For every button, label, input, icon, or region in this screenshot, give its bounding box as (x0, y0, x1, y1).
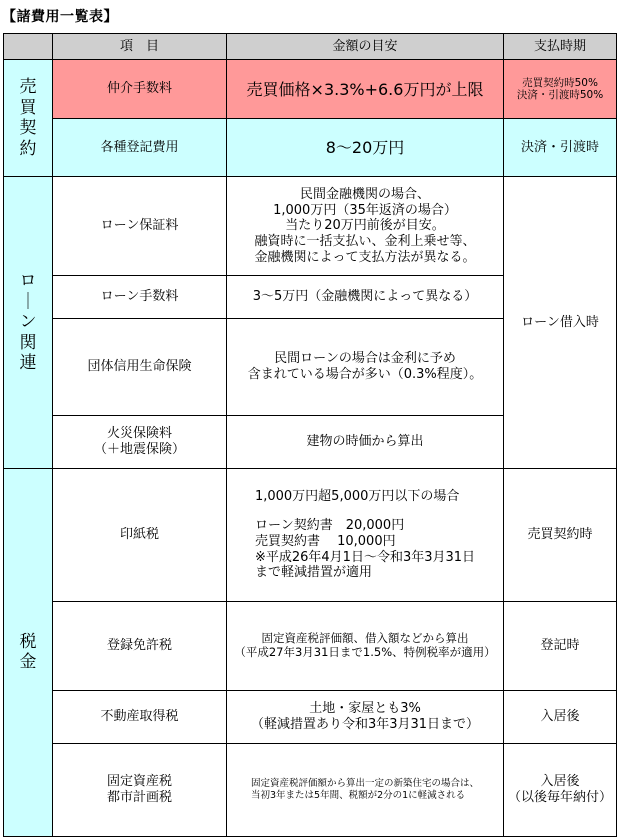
guide-reg-tax-line: 固定資産税評価額、借入額などから算出 (261, 631, 469, 646)
item-loan-guarantee: ローン保証料 (53, 176, 227, 275)
category-loan: ロ ｜ ン 関 連 (4, 176, 53, 468)
item-stamp-tax: 印紙税 (53, 468, 227, 601)
item-group-life-insurance: 団体信用生命保険 (53, 318, 227, 415)
guide-guarantee-line: 金融機関によって支払方法が異なる。 (254, 249, 476, 265)
item-registration-cost: 各種登記費用 (53, 119, 227, 177)
guide-acq-tax-line: （軽減措置あり令和3年3月31日まで） (250, 716, 480, 732)
guide-stamp-line: ※平成26年4月1日～令和3年3月31日 (254, 549, 476, 565)
header-timing: 支払時期 (504, 34, 617, 60)
item-property-tax-line: 固定資産税 (106, 774, 172, 790)
item-brokerage-fee: 仲介手数料 (53, 60, 227, 119)
guide-stamp-head: 1,000万円超5,000万円以下の場合 (254, 488, 460, 504)
guide-guarantee-line: 1,000万円（35年返済の場合） (273, 202, 457, 218)
timing-brokerage-fee (504, 60, 617, 119)
guide-guarantee-line: 当たり20万円前後が目安。 (285, 218, 445, 234)
item-acquisition-tax: 不動産取得税 (53, 690, 227, 743)
category-tax: 税 金 (4, 468, 53, 836)
guide-group-life-insurance (227, 318, 504, 415)
guide-stamp-line: まで軽減措置が適用 (254, 565, 372, 581)
header-guide: 金額の目安 (227, 34, 504, 60)
guide-loan-guarantee (227, 176, 504, 275)
guide-acquisition-tax (227, 690, 504, 743)
item-fire-line: （＋地震保険） (93, 442, 185, 458)
guide-registration-tax (227, 601, 504, 690)
table-row (4, 176, 617, 275)
property-tax-text-block (251, 778, 479, 801)
header-item: 項 目 (53, 34, 227, 60)
stamp-tax-text-block (255, 489, 475, 581)
table-row (4, 60, 617, 119)
item-fire-line: 火災保険料 (106, 426, 172, 442)
cost-table (3, 33, 617, 837)
guide-guarantee-line: 民間金融機関の場合、 (299, 187, 430, 203)
guide-registration-cost: 8～20万円 (227, 119, 504, 177)
item-registration-tax: 登録免許税 (53, 601, 227, 690)
item-fire-insurance (53, 416, 227, 469)
timing-acquisition-tax: 入居後 (504, 690, 617, 743)
table-row (4, 468, 617, 601)
guide-property-tax-line: 固定資産税評価額から算出一定の新築住宅の場合は、 (250, 778, 479, 790)
table-row (4, 743, 617, 836)
guide-stamp-line: 売買契約書 10,000円 (254, 534, 396, 550)
item-property-tax (53, 743, 227, 836)
guide-group-life-line: 含まれている場合が多い（0.3%程度）。 (247, 367, 483, 383)
timing-brokerage-line: 売買契約時50% (522, 76, 598, 89)
timing-property-tax (504, 743, 617, 836)
guide-loan-fee: 3～5万円（金融機関によって異なる） (227, 276, 504, 319)
guide-fire-insurance: 建物の時価から算出 (227, 416, 504, 469)
guide-property-tax (227, 743, 504, 836)
guide-stamp-tax (227, 468, 504, 601)
timing-property-tax-line: 入居後 (540, 774, 580, 790)
timing-registration-cost: 決済・引渡時 (504, 119, 617, 177)
timing-stamp-tax: 売買契約時 (504, 468, 617, 601)
header-blank (4, 34, 53, 60)
guide-guarantee-line: 融資時に一括支払い、金利上乗せ等、 (254, 233, 476, 249)
header-row (4, 34, 617, 60)
guide-property-tax-line: 当初3年または5年間、税額が2分の1に軽減される (250, 789, 466, 801)
table-row (4, 601, 617, 690)
guide-brokerage-fee: 売買価格×3.3%+6.6万円が上限 (227, 60, 504, 119)
timing-registration-tax: 登記時 (504, 601, 617, 690)
table-row (4, 690, 617, 743)
item-loan-fee: ローン手数料 (53, 276, 227, 319)
timing-brokerage-line: 決済・引渡時50% (516, 89, 604, 102)
guide-acq-tax-line: 土地・家屋とも3% (309, 701, 421, 717)
guide-stamp-line: ローン契約書 20,000円 (254, 518, 405, 534)
guide-group-life-line: 民間ローンの場合は金利に予め (274, 351, 456, 367)
timing-property-tax-line: （以後毎年納付） (507, 789, 612, 805)
guide-reg-tax-line: （平成27年3月31日まで1.5%、特例税率が適用） (234, 644, 496, 659)
item-property-tax-line: 都市計画税 (106, 789, 172, 805)
table-row (4, 119, 617, 177)
category-sale-contract: 売 買 契 約 (4, 60, 53, 177)
timing-loan: ローン借入時 (504, 176, 617, 468)
document-title: 【諸費用一覧表】 (2, 9, 118, 25)
